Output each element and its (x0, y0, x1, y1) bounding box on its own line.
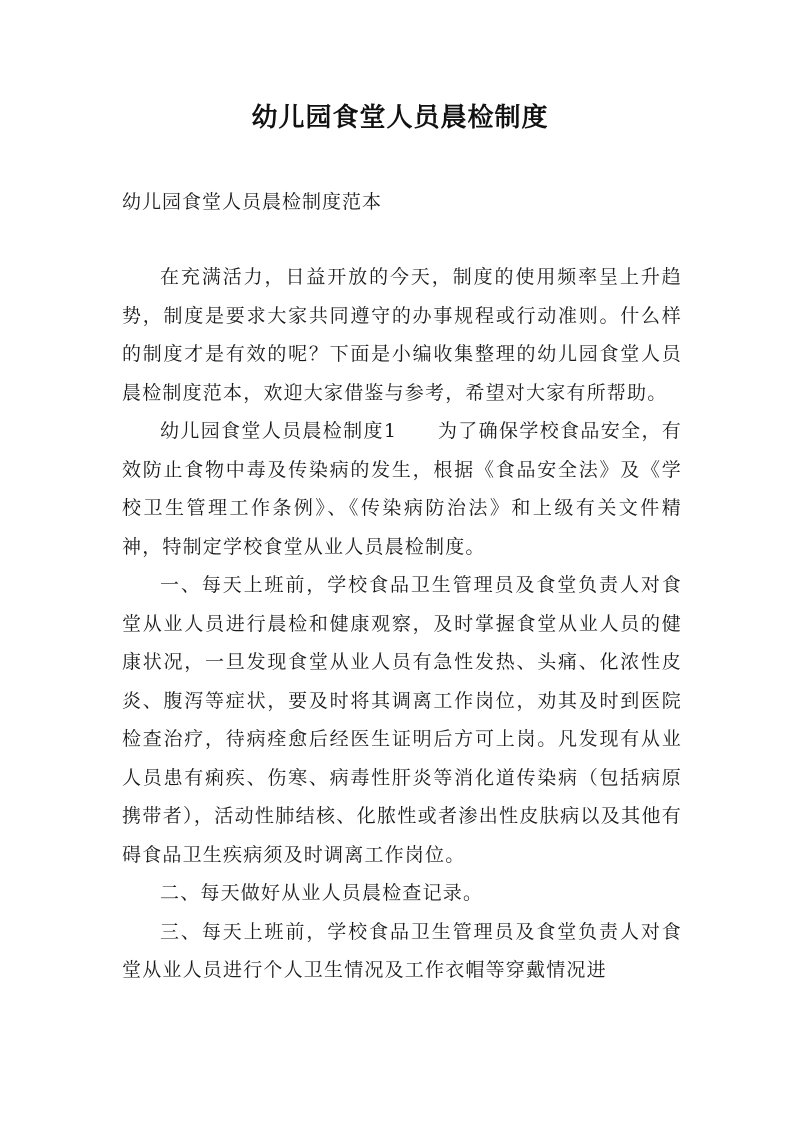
document-subtitle: 幼儿园食堂人员晨检制度范本 (122, 191, 383, 213)
document-body (122, 258, 682, 990)
paragraph-intro: 在充满活力，日益开放的今天，制度的使用频率呈上升趋势，制度是要求大家共同遵守的办事规程或行动准则。什么样的制度才是有效的呢？下面是小编收集整理的幼儿园食堂人员晨检制度范本，欢迎大家借鉴与参考，希望对大家有所帮助。 (122, 266, 682, 404)
paragraph-system-1: 幼儿园食堂人员晨检制度1 为了确保学校食品安全，有效防止食物中毒及传染病的发生，根据《食品安全法》及《学校卫生管理工作条例》、《传染病防治法》和上级有关文件精神，特制定学校食堂从业人员晨检制度。 (122, 420, 682, 558)
paragraph-item-1: 一、每天上班前，学校食品卫生管理员及食堂负责人对食堂从业人员进行晨检和健康观察，及时掌握食堂从业人员的健康状况，一旦发现食堂从业人员有急性发热、头痛、化浓性皮炎、腹泻等症状，要及时将其调离工作岗位，劝其及时到医院检查治疗，待病痊愈后经医生证明后方可上岗。凡发现有从业人员患有痢疾、伤寒、病毒性肝炎等消化道传染病（包括病原携带者），活动性肺结核、化脓性或者渗出性皮肤病以及其他有碍食品卫生疾病须及时调离工作岗位。 (122, 574, 682, 866)
paragraph-item-3: 三、每天上班前，学校食品卫生管理员及食堂负责人对食堂从业人员进行个人卫生情况及工作衣帽等穿戴情况进 (122, 920, 682, 981)
document-title: 幼儿园食堂人员晨检制度 (251, 103, 549, 133)
paragraph-item-2: 二、每天做好从业人员晨检查记录。 (160, 882, 484, 904)
